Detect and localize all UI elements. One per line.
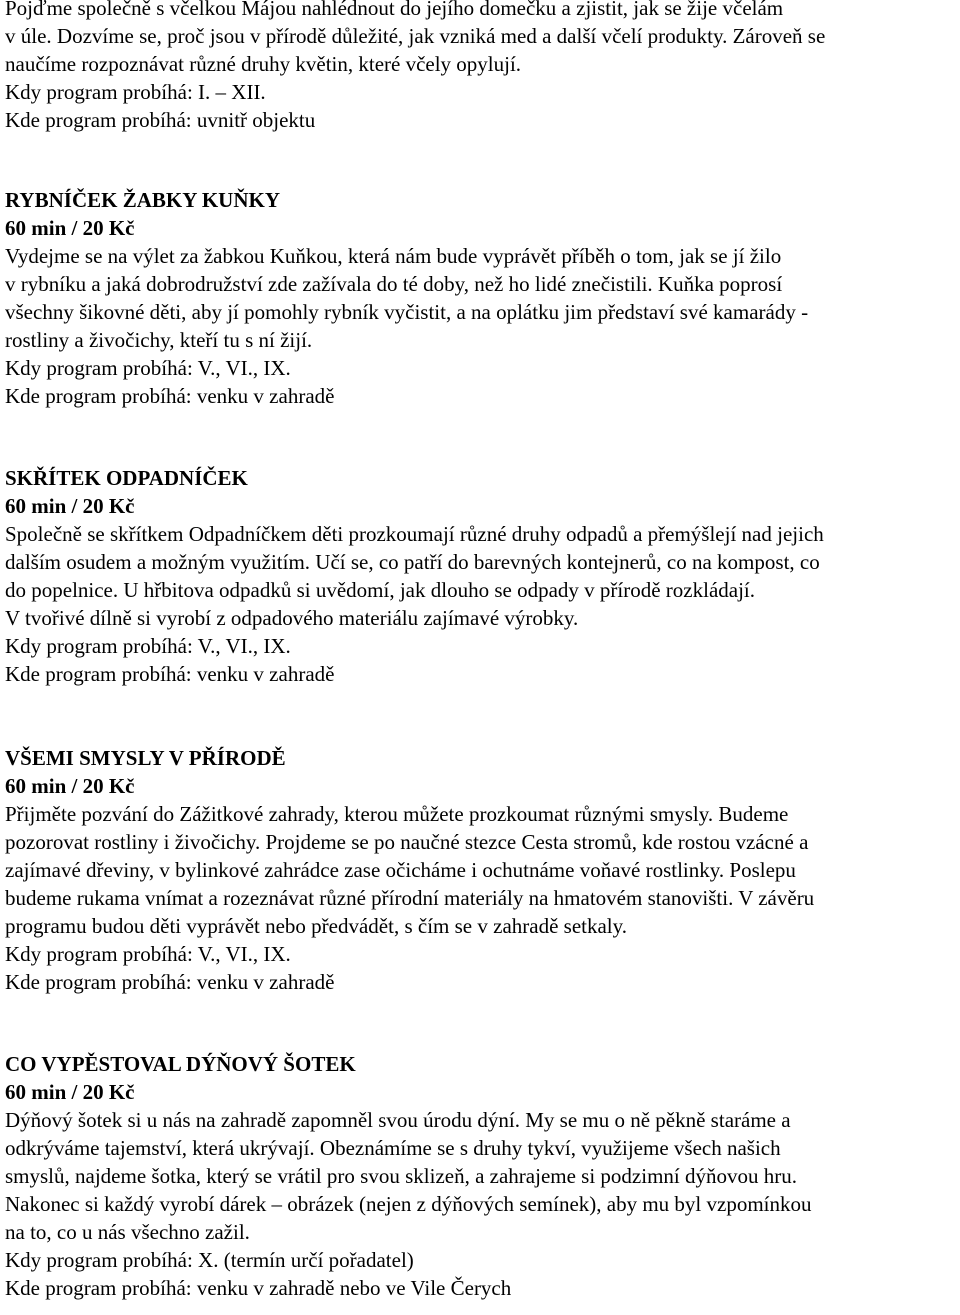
program-description-line: dalším osudem a možným využitím. Učí se, co patří do barevných kontejnerů, co na kompost, co xyxy=(5,550,820,574)
program-where: Kde program probíhá: venku v zahradě xyxy=(5,384,335,408)
program-price: 60 min / 20 Kč xyxy=(5,494,135,518)
program-description-line: Vydejme se na výlet za žabkou Kuňkou, která nám bude vyprávět příběh o tom, jak se jí žilo xyxy=(5,244,782,268)
program-section xyxy=(5,1050,960,1302)
intro-line: naučíme rozpoznávat různé druhy květin, které včely opylují. xyxy=(5,52,522,76)
program-where: Kde program probíhá: venku v zahradě xyxy=(5,662,335,686)
program-when: Kdy program probíhá: I. – XII. xyxy=(5,80,266,104)
program-price: 60 min / 20 Kč xyxy=(5,216,135,240)
program-title: SKŘÍTEK ODPADNÍČEK xyxy=(5,466,248,490)
intro-section xyxy=(5,0,960,134)
program-when: Kdy program probíhá: V., VI., IX. xyxy=(5,634,291,658)
program-description-line: V tvořivé dílně si vyrobí z odpadového materiálu zajímavé výrobky. xyxy=(5,606,579,630)
program-section xyxy=(5,464,960,688)
program-when: Kdy program probíhá: V., VI., IX. xyxy=(5,356,291,380)
program-description-line: odkrýváme tajemství, která ukrývají. Obeznámíme se s druhy tykví, využijeme všech našich xyxy=(5,1136,781,1160)
program-title: VŠEMI SMYSLY V PŘÍRODĚ xyxy=(5,746,286,770)
program-when: Kdy program probíhá: X. (termín určí pořadatel) xyxy=(5,1248,414,1272)
program-when: Kdy program probíhá: V., VI., IX. xyxy=(5,942,291,966)
program-description-line: smyslů, najdeme šotka, který se vrátil pro svou sklizeň, a zahrajeme si podzimní dýňovou hru. xyxy=(5,1164,797,1188)
program-where: Kde program probíhá: venku v zahradě nebo ve Vile Čerych xyxy=(5,1276,512,1300)
program-description-line: do popelnice. U hřbitova odpadků si uvědomí, jak dlouho se odpady v přírodě rozkládají. xyxy=(5,578,756,602)
program-section xyxy=(5,186,960,410)
program-description-line: všechny šikovné děti, aby jí pomohly rybník vyčistit, a na oplátku jim představí své kamarády - xyxy=(5,300,809,324)
program-description-line: Společně se skřítkem Odpadníčkem děti prozkoumají různé druhy odpadů a přemýšlejí nad jejich xyxy=(5,522,824,546)
program-description-line: v rybníku a jaká dobrodružství zde zažívala do té doby, než ho lidé znečistili. Kuňka poprosí xyxy=(5,272,783,296)
program-description-line: Přijměte pozvání do Zážitkové zahrady, kterou můžete prozkoumat různými smysly. Budeme xyxy=(5,802,789,826)
program-description-line: rostliny a živočichy, kteří tu s ní žijí. xyxy=(5,328,313,352)
intro-line: Pojďme společně s včelkou Májou nahlédnout do jejího domečku a zjistit, jak se žije včelám xyxy=(5,0,784,20)
program-price: 60 min / 20 Kč xyxy=(5,774,135,798)
program-description-line: na to, co u nás všechno zažil. xyxy=(5,1220,250,1244)
program-where: Kde program probíhá: uvnitř objektu xyxy=(5,108,316,132)
program-description-line: Nakonec si každý vyrobí dárek – obrázek (nejen z dýňových semínek), aby mu byl vzpomínkou xyxy=(5,1192,812,1216)
program-description-line: Dýňový šotek si u nás na zahradě zapomněl svou úrodu dýní. My se mu o ně pěkně staráme a xyxy=(5,1108,791,1132)
program-where: Kde program probíhá: venku v zahradě xyxy=(5,970,335,994)
program-description-line: budeme rukama vnímat a rozeznávat různé přírodní materiály na hmatovém stanovišti. V závěru xyxy=(5,886,815,910)
program-section xyxy=(5,744,960,996)
program-title: RYBNÍČEK ŽABKY KUŇKY xyxy=(5,188,281,212)
intro-line: v úle. Dozvíme se, proč jsou v přírodě důležité, jak vzniká med a další včelí produkty. Zároveň se xyxy=(5,24,826,48)
program-title: CO VYPĚSTOVAL DÝŇOVÝ ŠOTEK xyxy=(5,1052,356,1076)
program-description-line: programu budou děti vyprávět nebo předvádět, s čím se v zahradě setkaly. xyxy=(5,914,628,938)
program-description-line: zajímavé dřeviny, v bylinkové zahrádce zase očicháme i ochutnáme voňavé rostlinky. Poslepu xyxy=(5,858,796,882)
program-description-line: pozorovat rostliny i živočichy. Projdeme se po naučné stezce Cesta stromů, kde rostou vzácné a xyxy=(5,830,809,854)
program-price: 60 min / 20 Kč xyxy=(5,1080,135,1104)
